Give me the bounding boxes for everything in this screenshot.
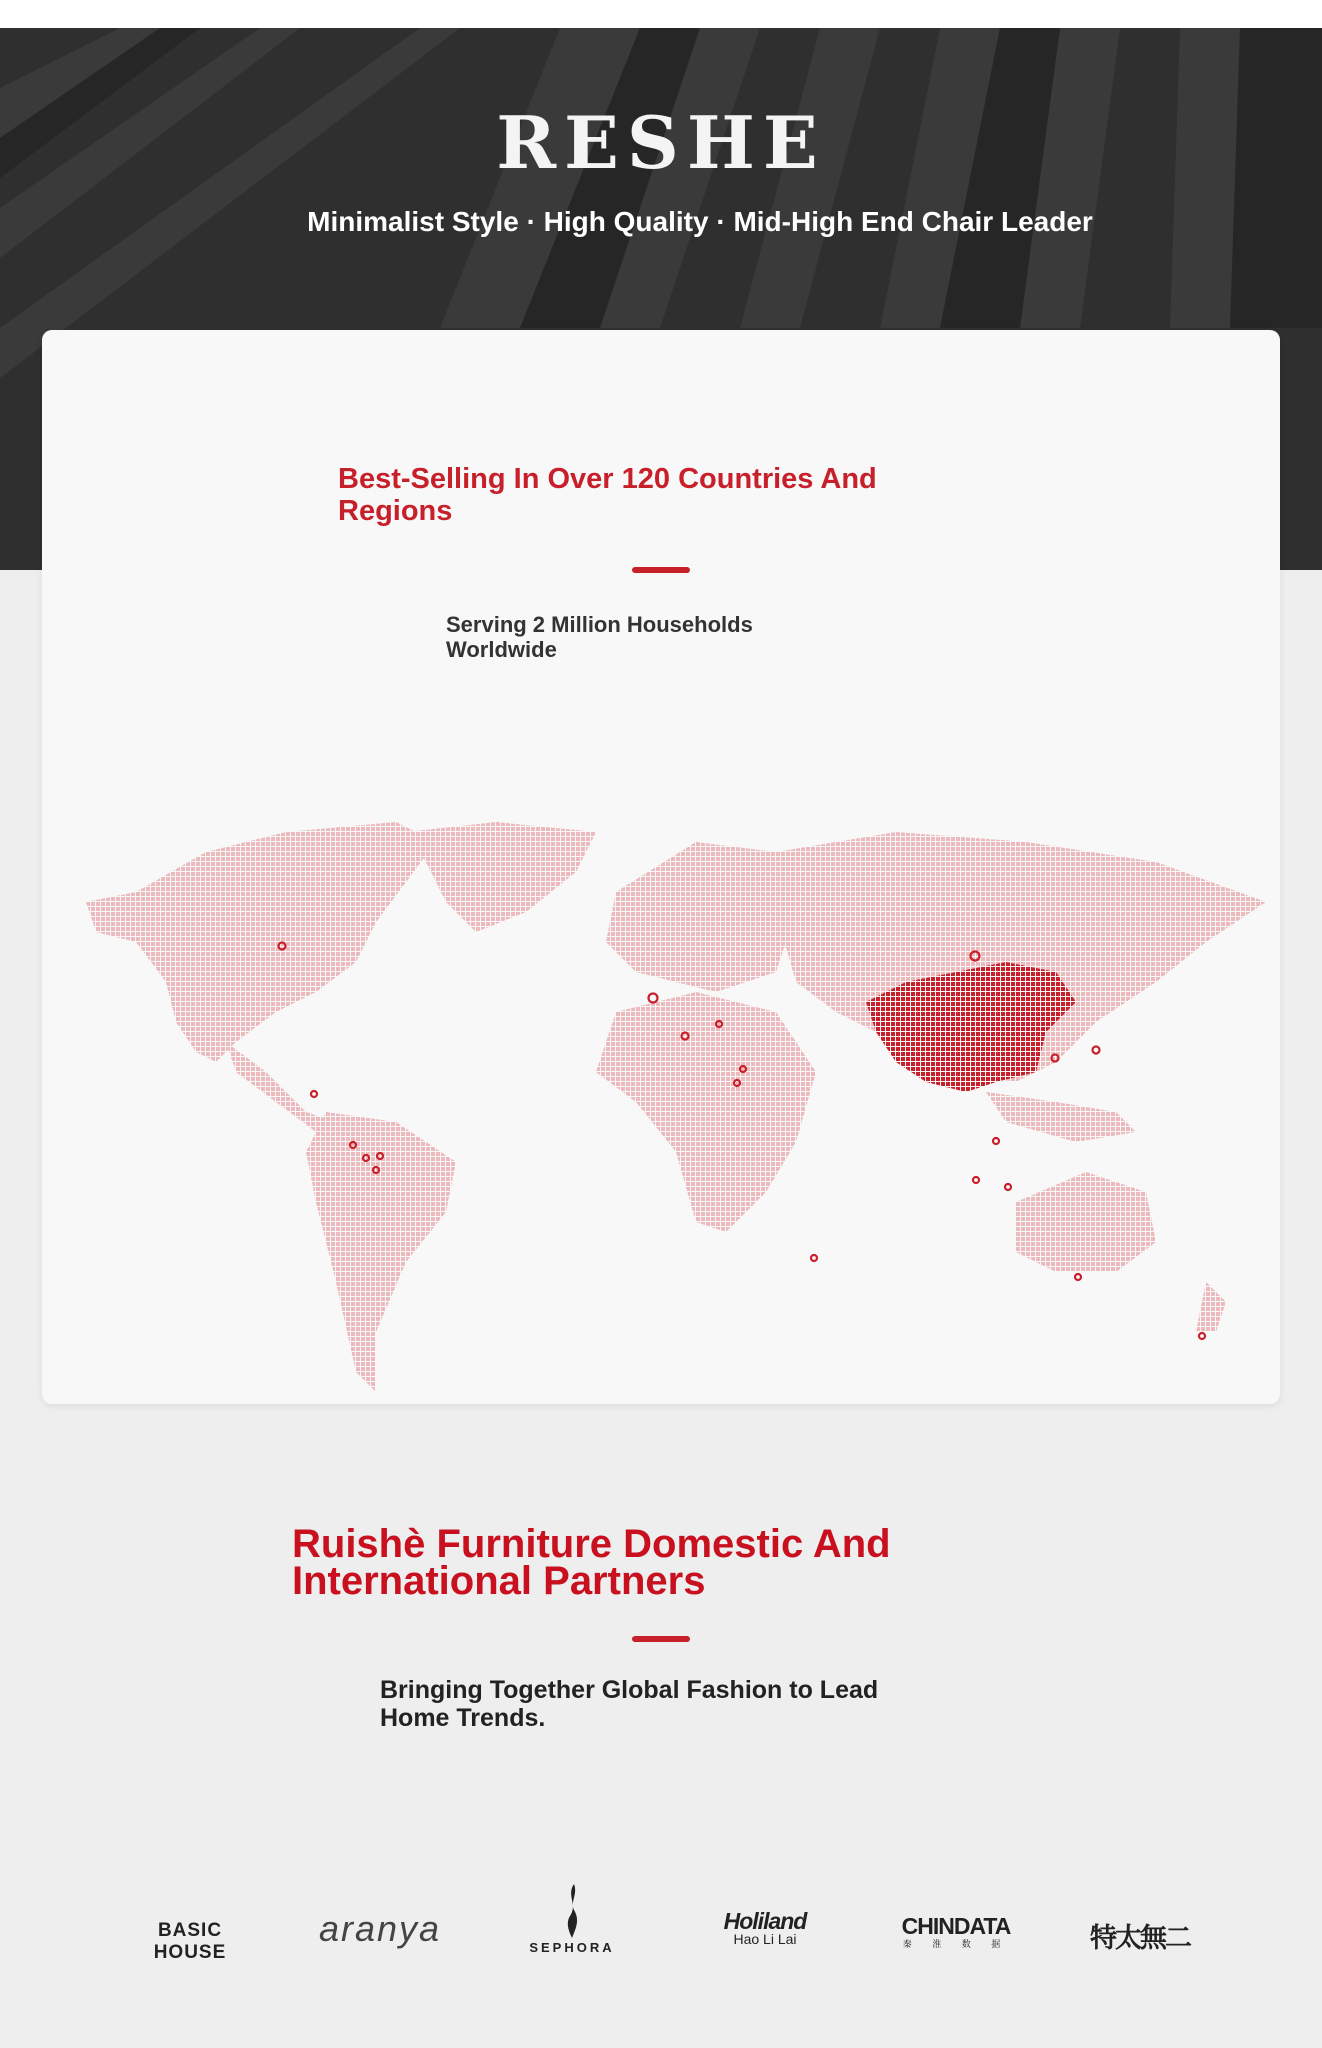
aranya-logo: aranya	[318, 1908, 442, 1949]
partners-title: Ruishè Furniture Domestic And International Partners	[292, 1522, 891, 1603]
market-marker	[993, 1138, 999, 1144]
chindata-logo	[894, 1914, 1018, 1950]
chindata-wordmark: CHINDATA	[901, 1913, 1011, 1939]
sephora-flame-icon	[562, 1882, 582, 1940]
brand-logo: RESHE	[496, 100, 826, 185]
market-marker	[311, 1091, 317, 1097]
partner-logos	[0, 1880, 1322, 2000]
holiland-logo	[700, 1910, 830, 1946]
market-marker	[1093, 1047, 1100, 1054]
partners-divider	[632, 1636, 690, 1642]
chindata-subtext: 秦 淮 数 据	[902, 1939, 1010, 1949]
market-marker	[1005, 1184, 1011, 1190]
continent-central-america	[226, 1042, 336, 1132]
continent-north-america	[86, 822, 436, 1062]
continent-greenland	[406, 822, 596, 932]
top-white-bar	[0, 0, 1322, 28]
continent-europe	[606, 842, 796, 992]
market-marker	[649, 994, 658, 1003]
global-sales-subtitle: Serving 2 Million Households Worldwide	[446, 612, 753, 662]
market-marker	[973, 1177, 979, 1183]
continent-australia	[1016, 1172, 1156, 1272]
global-sales-title: Best-Selling In Over 120 Countries And Regions	[338, 463, 877, 527]
holiland-subtext: Hao Li Lai	[733, 1931, 797, 1947]
world-map	[76, 812, 1266, 1412]
partners-subtitle: Bringing Together Global Fashion to Lead Home Trends.	[380, 1676, 879, 1732]
title-divider	[632, 567, 690, 573]
basic-house-logo: BASIC HOUSE	[153, 1920, 227, 1963]
market-marker	[811, 1255, 817, 1261]
holiland-wordmark: Holiland	[723, 1908, 807, 1934]
continent-africa	[596, 992, 816, 1232]
hero-tagline: Minimalist Style · High Quality · Mid-High End Chair Leader	[307, 206, 1093, 237]
sephora-logo	[520, 1882, 624, 1955]
market-marker	[1075, 1274, 1081, 1280]
market-marker	[1199, 1333, 1205, 1339]
continent-southeast-asia	[986, 1092, 1136, 1142]
continent-new-zealand	[1196, 1282, 1226, 1332]
tata-logo: 特太無二	[1090, 1923, 1190, 1953]
sephora-wordmark: SEPHORA	[529, 1940, 615, 1955]
